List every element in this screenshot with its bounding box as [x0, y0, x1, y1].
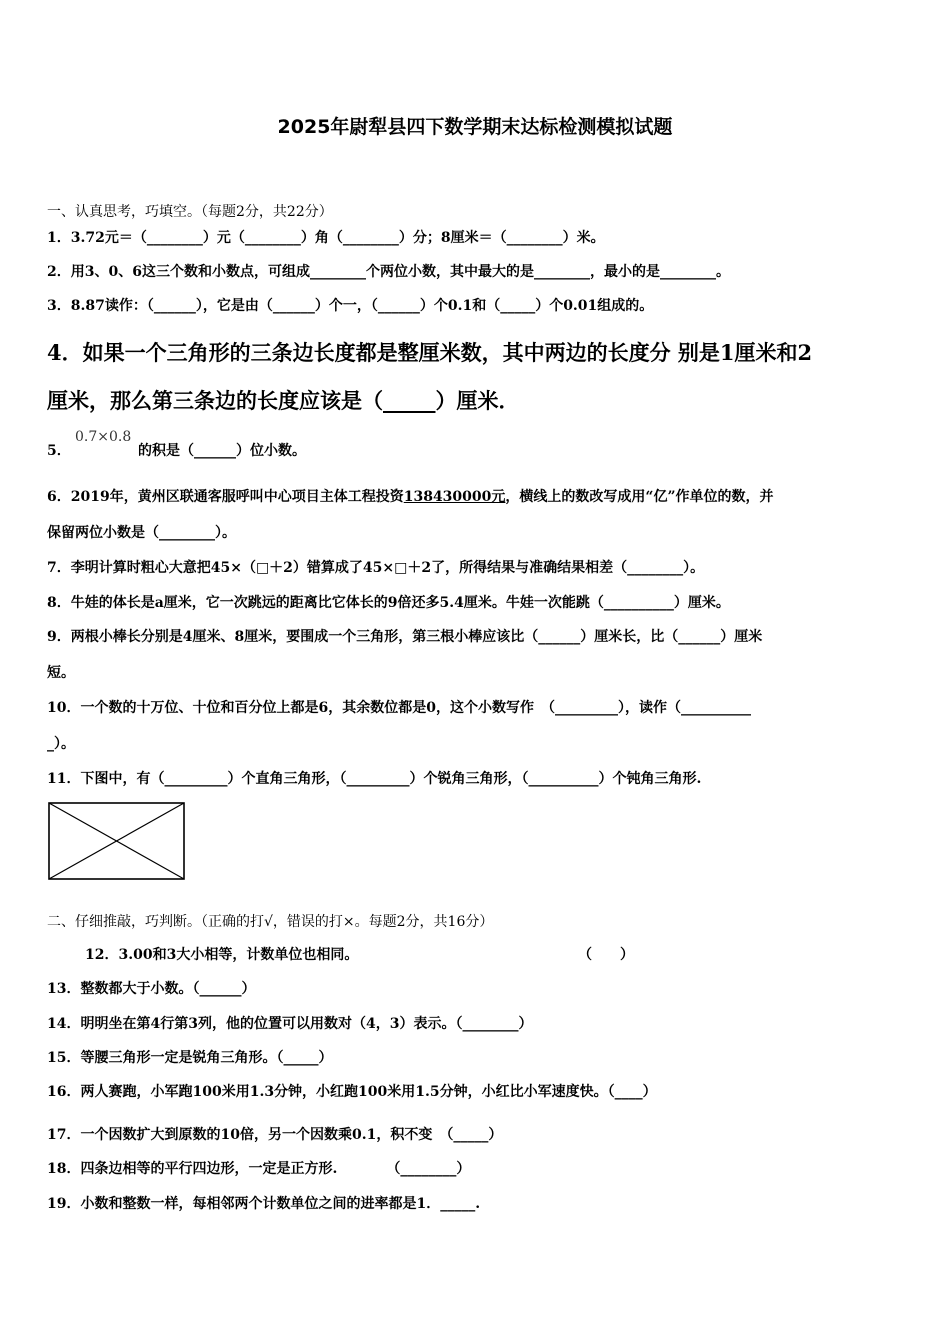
question-6-text-a: 6．2019年，黄州区联通客服呼叫中心项目主体工程投资	[47, 489, 404, 505]
question-6-underlined-number: 138430000元	[403, 489, 506, 505]
question-11: 11．下图中，有（_________）个直角三角形，（_________）个锐角三角形，（__________）个钝角三角形.	[47, 771, 702, 787]
rectangle-diagonals-figure	[46, 800, 188, 884]
question-15: 15．等腰三角形一定是锐角三角形。（_____）	[47, 1050, 333, 1066]
question-14: 14．明明坐在第4行第3列，他的位置可以用数对（4，3）表示。（________）	[47, 1016, 533, 1032]
question-10-line-2: _）。	[47, 736, 75, 752]
question-12-answer-paren: （ ）	[578, 947, 634, 963]
question-6-line-1	[47, 488, 774, 506]
question-6-text-b: ，横线上的数改写成用“亿”作单位的数，并	[505, 489, 774, 505]
question-18: 18．四条边相等的平行四边形，一定是正方形. （________）	[47, 1161, 471, 1177]
question-4-line-2: 厘米，那么第三条边的长度应该是（_____）厘米．	[47, 388, 520, 413]
question-8: 8．牛娃的体长是a厘米，它一次跳远的距离比它体长的9倍还多5.4厘米。牛娃一次能跳（__________）厘米。	[47, 595, 730, 611]
question-16: 16．两人赛跑，小军跑100米用1.3分钟，小红跑100米用1.5分钟，小红比小军速度快。（____）	[47, 1084, 657, 1100]
question-9-line-1: 9．两根小棒长分别是4厘米、8厘米，要围成一个三角形，第三根小棒应该比（______）厘米长，比（______）厘米	[47, 629, 763, 645]
question-19: 19．小数和整数一样，每相邻两个计数单位之间的进率都是1．_____.	[47, 1196, 481, 1212]
question-10-line-1: 10．一个数的十万位、十位和百分位上都是6，其余数位都是0，这个小数写作 （_________），读作（__________	[47, 700, 751, 716]
question-5-text: 的积是（______）位小数。	[138, 443, 306, 459]
question-5-math: 0.7×0.8	[75, 429, 132, 445]
question-4-line-1: 4．如果一个三角形的三条边长度都是整厘米数，其中两边的长度分 别是1厘米和2	[47, 340, 813, 365]
question-1: 1．3.72元＝（________）元（________）角（________）分；8厘米＝（________）米。	[47, 230, 605, 246]
question-9-line-2: 短。	[47, 665, 75, 681]
question-6-line-2: 保留两位小数是（________）。	[47, 525, 236, 541]
section-1-heading: 一、认真思考，巧填空。（每题2分，共22分）	[47, 204, 333, 220]
question-3: 3．8.87读作：（______），它是由（______）个一，（______）个0.1和（_____）个0.01组成的。	[47, 298, 654, 314]
question-13: 13．整数都大于小数。（______）	[47, 981, 256, 997]
question-7: 7．李明计算时粗心大意把45×（□＋2）错算成了45×□＋2了，所得结果与准确结果相差（________）。	[47, 560, 705, 576]
section-2-heading: 二、仔细推敲，巧判断。（正确的打√，错误的打×。每题2分，共16分）	[47, 914, 494, 930]
question-5-number: 5．	[47, 443, 71, 459]
question-12: 12．3.00和3大小相等，计数单位也相同。	[85, 947, 359, 963]
question-17: 17．一个因数扩大到原数的10倍，另一个因数乘0.1，积不变 （_____）	[47, 1127, 503, 1143]
page-title: 2025年尉犁县四下数学期末达标检测模拟试题	[277, 116, 673, 138]
question-2: 2．用3、0、6这三个数和小数点，可组成________个两位小数，其中最大的是________，最小的是________。	[47, 264, 730, 280]
